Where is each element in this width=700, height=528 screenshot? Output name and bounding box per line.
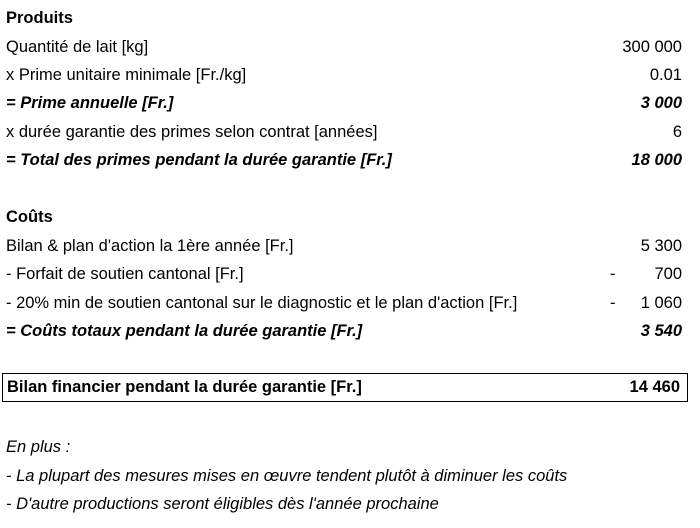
row-value: 1 060 [640, 294, 682, 312]
row-label: = Prime annuelle [Fr.] [6, 94, 174, 112]
notes-item-text: - La plupart des mesures mises en œuvre tendent plutôt à diminuer les coûts [6, 467, 568, 485]
produits-row-total-primes [6, 147, 682, 173]
row-value: 18 000 [631, 151, 682, 169]
row-value: 700 [654, 265, 682, 283]
row-label: - Forfait de soutien cantonal [Fr.] [6, 265, 244, 283]
row-label: Bilan & plan d'action la 1ère année [Fr.] [6, 237, 294, 255]
bilan-financier-value: 14 460 [629, 378, 680, 396]
notes-item [6, 463, 682, 489]
couts-row-couts-totaux [6, 318, 682, 344]
produits-heading [6, 5, 682, 31]
row-label: x durée garantie des primes selon contrat [années] [6, 123, 378, 141]
couts-row-forfait-cantonal [6, 261, 682, 287]
row-label: x Prime unitaire minimale [Fr./kg] [6, 66, 247, 84]
produits-row-prime-unitaire [6, 62, 682, 88]
row-value: 300 000 [622, 38, 682, 56]
row-value: 3 000 [640, 94, 682, 112]
bilan-financier-label: Bilan financier pendant la durée garantie [Fr.] [7, 378, 362, 396]
produits-row-duree-garantie [6, 119, 682, 145]
notes-heading [6, 434, 682, 460]
row-value: 3 540 [640, 322, 682, 340]
couts-heading-label: Coûts [6, 208, 53, 226]
bilan-financier-box [2, 373, 688, 402]
produits-row-prime-annuelle [6, 90, 682, 116]
couts-heading [6, 204, 682, 230]
row-sign: - [610, 265, 616, 283]
notes-item-text: - D'autre productions seront éligibles dès l'année prochaine [6, 495, 439, 513]
row-label: Quantité de lait [kg] [6, 38, 149, 56]
row-value: 5 300 [640, 237, 682, 255]
couts-row-soutien-20pct [6, 290, 682, 316]
produits-row-quantite-lait [6, 34, 682, 60]
notes-item [6, 491, 682, 517]
row-label: = Coûts totaux pendant la durée garantie [Fr.] [6, 322, 363, 340]
notes-heading-label: En plus : [6, 438, 71, 456]
row-sign: - [610, 294, 616, 312]
produits-heading-label: Produits [6, 9, 73, 27]
row-value: 6 [672, 123, 682, 141]
row-value: 0.01 [649, 66, 682, 84]
couts-row-bilan-plan [6, 233, 682, 259]
row-label: = Total des primes pendant la durée garantie [Fr.] [6, 151, 392, 169]
row-label: - 20% min de soutien cantonal sur le diagnostic et le plan d'action [Fr.] [6, 294, 518, 312]
